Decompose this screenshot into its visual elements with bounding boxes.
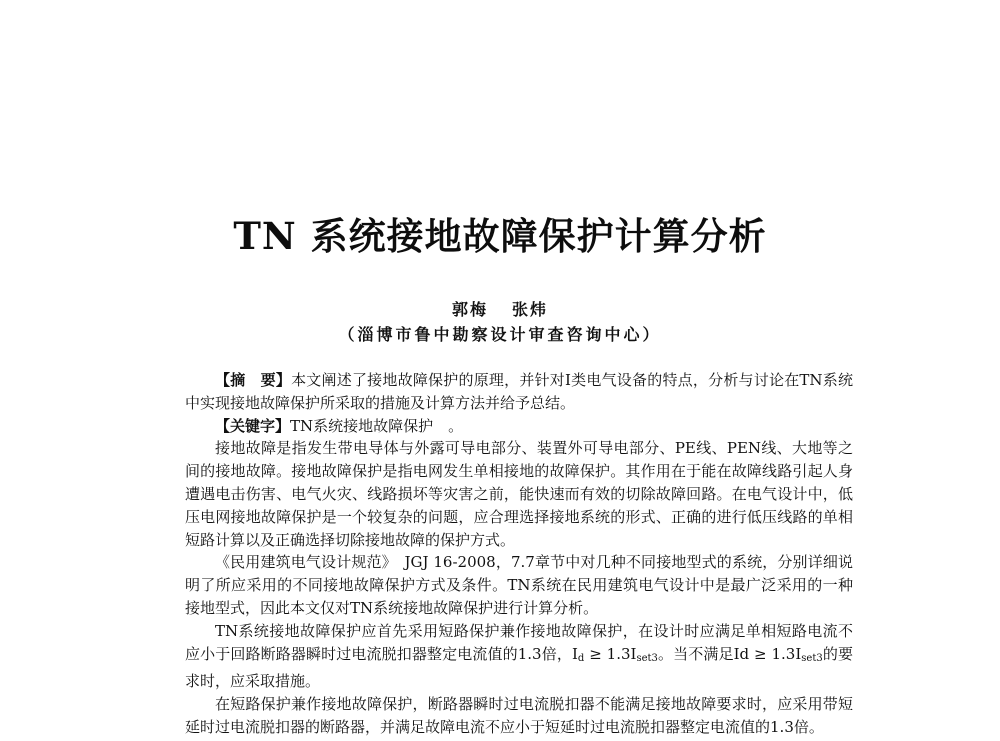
keywords-label: 【关键字】	[215, 416, 291, 435]
author-name: 郭梅	[451, 300, 488, 319]
abstract-label: 【摘 要】	[215, 371, 292, 389]
subscript-set3: set3	[801, 652, 823, 664]
author-name: 张炜	[512, 300, 549, 319]
para3-text-b: ≥ 1.3I	[584, 644, 637, 663]
body-paragraph-1: 接地故障是指发生带电导体与外露可导电部分、装置外可导电部分、PE线、PEN线、大地等之间的接地故障。接地故障保护是指电网发生单相接地的故障保护。其作用在于能在故障线路引起人身遭遇电击伤害、电气火灾、线路损坏等灾害之前，能快速而有效的切除故障回路。在电气设计中，低压电网接地故障保护是一个较复杂的问题，应合理选择接地系统的形式、正确的进行低压线路的单相短路计算以及正确选择切除接地故障的保护方式。	[185, 439, 853, 549]
keywords-paragraph	[185, 415, 853, 438]
para3-text-d: 的要求时，应采取措施。	[185, 644, 853, 691]
affiliation: （淄博市鲁中勘察设计审查咨询中心）	[338, 325, 662, 344]
body-paragraph-3	[185, 620, 853, 693]
para3-text-c: 。当不满足Id ≥ 1.3I	[657, 644, 802, 663]
body-paragraph-4: 在短路保护兼作接地故障保护，断路器瞬时过电流脱扣器不能满足接地故障要求时，应采用带短延时过电流脱扣器的断路器，并满足故障电流不应小于短延时过电流脱扣器整定电流值的1.3倍。	[185, 695, 853, 736]
author-line	[0, 297, 1000, 320]
subscript-set3: set3	[636, 652, 658, 664]
article-body	[185, 369, 853, 739]
para3-text-a: TN系统接地故障保护应首先采用短路保护兼作接地故障保护，在设计时应满足单相短路电流不应小于回路断路器瞬时过电流脱扣器整定电流值的1.3倍，I	[185, 621, 853, 663]
body-paragraph-2: 《民用建筑电气设计规范》 JGJ 16-2008，7.7章节中对几种不同接地型式的系统，分别详细说明了所应采用的不同接地故障保护方式及条件。TN系统在民用建筑电气设计中是最广泛采用的一种接地型式，因此本文仅对TN系统接地故障保护进行计算分析。	[185, 553, 853, 617]
abstract-text: 本文阐述了接地故障保护的原理，并针对Ⅰ类电气设备的特点，分析与讨论在TN系统中实现接地故障保护所采取的措施及计算方法并给予总结。	[185, 371, 853, 412]
subscript-d: d	[577, 652, 585, 664]
page-title: TN 系统接地故障保护计算分析	[233, 214, 767, 258]
abstract-paragraph	[185, 369, 853, 415]
keywords-text: TN系统接地故障保护 。	[290, 416, 464, 435]
